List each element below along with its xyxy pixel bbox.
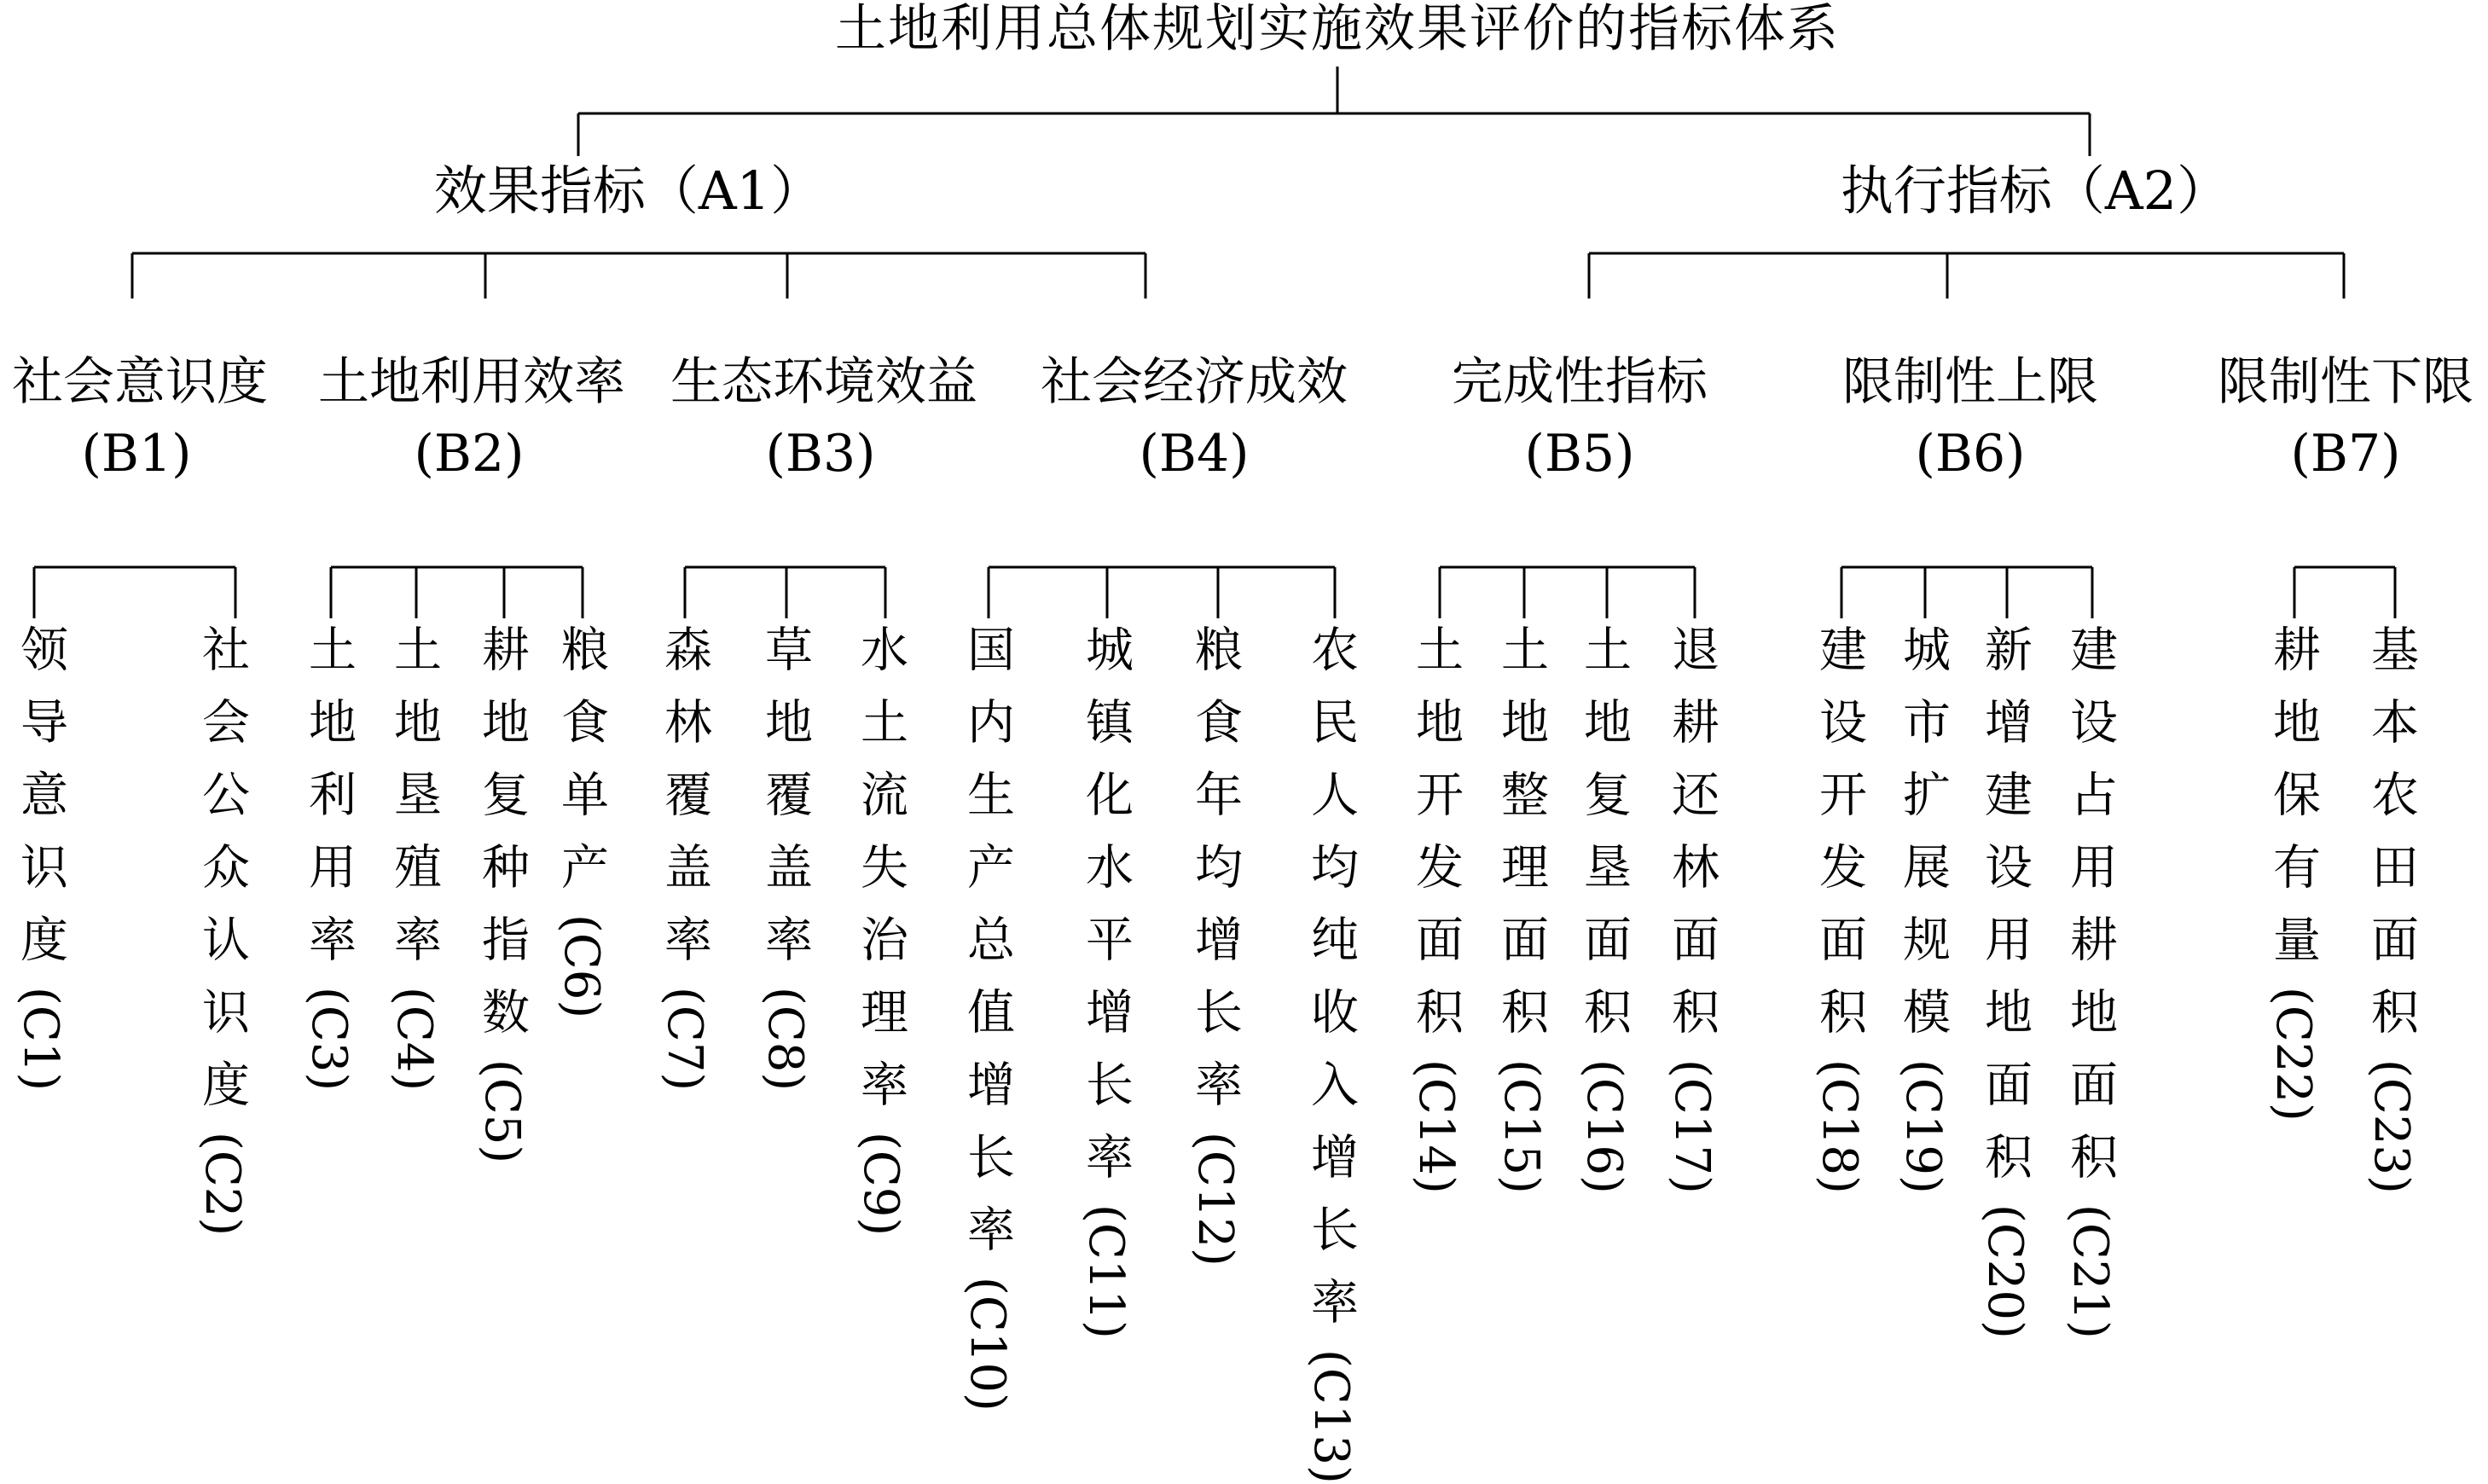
diagram-title: 土地利用总体规划实施效果评价的指标体系: [835, 0, 1840, 59]
leaf-c16: 土地复垦面积(C16): [1576, 624, 1632, 1194]
leaf-c17: 退耕还林面积(C17): [1664, 624, 1720, 1194]
leaf-c11: 城镇化水平增长率(C11): [1078, 624, 1134, 1339]
node-b7-name: 限制性下限: [2218, 352, 2474, 412]
node-a1: 效果指标（A1）: [433, 159, 824, 222]
leaf-c12: 粮食年均增长率(C12): [1187, 624, 1243, 1267]
leaf-c21: 建设占用耕地面积(C21): [2062, 624, 2118, 1339]
leaf-c23: 基本农田面积(C23): [2363, 624, 2419, 1194]
leaf-c13: 农民人均纯收入增长率(C13): [1303, 624, 1359, 1484]
node-b1-name: 社会意识度: [12, 352, 268, 412]
leaf-c18: 建设开发面积(C18): [1812, 624, 1867, 1194]
leaf-c7: 森林覆盖率(C7): [657, 624, 712, 1092]
node-a2: 执行指标（A2）: [1840, 159, 2230, 222]
leaf-c5: 耕地复种指数(C5): [474, 624, 530, 1164]
node-b4-name: 社会经济成效: [1041, 352, 1348, 412]
leaf-c22: 耕地保有量(C22): [2265, 624, 2321, 1122]
node-b3-code: (B3): [765, 424, 876, 484]
node-b2-code: (B2): [414, 424, 525, 484]
leaf-c6: 粮食单产(C6): [554, 624, 609, 1019]
leaf-c4: 土地垦殖率(C4): [386, 624, 442, 1092]
leaf-c14: 土地开发面积(C14): [1408, 624, 1464, 1194]
leaf-c10: 国内生产总值增长率(C10): [960, 624, 1015, 1412]
leaf-c8: 草地覆盖率(C8): [757, 624, 813, 1092]
leaf-c15: 土地整理面积(C15): [1493, 624, 1549, 1194]
node-b2-name: 土地利用效率: [318, 352, 625, 412]
node-b7-code: (B7): [2290, 424, 2401, 484]
node-b5-name: 完成性指标: [1452, 352, 1708, 412]
node-b6-name: 限制性上限: [1842, 352, 2098, 412]
node-b4-code: (B4): [1139, 424, 1250, 484]
leaf-c19: 城市扩展规模(C19): [1895, 624, 1951, 1194]
leaf-c9: 水土流失治理率(C9): [853, 624, 908, 1237]
node-b3-name: 生态环境效益: [670, 352, 977, 412]
leaf-c1: 领导意识度(C1): [13, 624, 68, 1092]
leaf-c2: 社会公众认识度(C2): [194, 624, 250, 1237]
node-b6-code: (B6): [1915, 424, 2026, 484]
node-b1-code: (B1): [81, 424, 192, 484]
node-b5-code: (B5): [1524, 424, 1635, 484]
leaf-c3: 土地利用率(C3): [301, 624, 357, 1092]
leaf-c20: 新增建设用地面积(C20): [1977, 624, 2033, 1339]
